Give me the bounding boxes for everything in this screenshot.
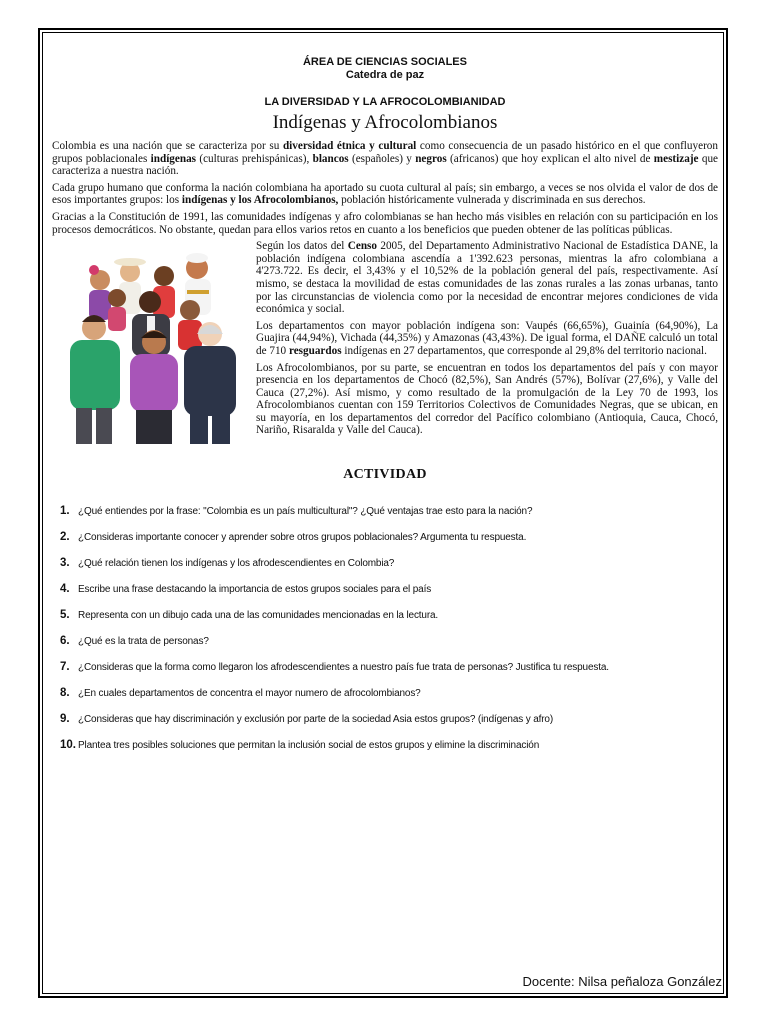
question-item: 5. Representa con un dibujo cada una de las comunidades mencionadas en la lectura.	[60, 609, 439, 622]
worksheet-content	[52, 56, 718, 765]
teacher-signature: Docente: Nilsa peñaloza González	[522, 974, 722, 989]
paragraph-3: Gracias a la Constitución de 1991, las comunidades indígenas y afro colombianas se han hecho más visibles en relación con su participación en los procesos democráticos. No obstante, quedan para ellos varios retos en cuanto a los beneficios que pueden obtener de las políticas públicas.	[52, 210, 718, 236]
diverse-people-illustration	[62, 242, 250, 447]
question-item: 8. ¿En cuales departamentos de concentra el mayor numero de afrocolombianos?	[60, 687, 421, 700]
paragraph-4: Según los datos del Censo 2005, del Departamento Administrativo Nacional de Estadística DANE, la población indígena colombiana ascendía a 1'392.623 personas, mientras la afro colombiana a 4'273.722. Es decir, el 3,43% y el 10,52% de la población general del país, respectivamente. Así mismo, se destaca la movilidad de estas comunidades de las zonas rurales a las zonas urbanas, tanto por las circunstancias de violencia como por la necesidad de encontrar mejores condiciones de vida económica y social.	[256, 240, 718, 316]
question-item: 9. ¿Consideras que hay discriminación y exclusión por parte de la sociedad Asia estos grupos? (indígenas y afro)	[60, 713, 554, 726]
question-item: 3. ¿Qué relación tienen los indígenas y los afrodescendientes en Colombia?	[60, 557, 395, 570]
paragraph-6: Los Afrocolombianos, por su parte, se encuentran en todos los departamentos del país y con mayor presencia en los departamentos de Chocó (82,5%), San Andrés (57%), Bolívar (27,6%), y Valle del Cauca (27,2%). Así mismo, y como resultado de la promulgación de la Ley 70 de 1993, los Afrocolombianos cuentan con 159 Territorios Colectivos de Comunidades Negras, que se ubican, en su mayoría, en los departamentos del corredor del Pacífico colombiano (Antioquia, Cauca, Chocó, Nariño, Risaralda y Valle del Cauca).	[256, 361, 718, 437]
paragraph-2: Cada grupo humano que conforma la nación colombiana ha aportado su cuota cultural al país; sin embargo, a veces se nos olvida el valor de dos de esos importantes grupos: los indígenas y los Afrocolombianos, población históricamente vulnerada y discriminada en sus derechos.	[52, 181, 718, 207]
question-item: 6. ¿Qué es la trata de personas?	[60, 635, 209, 648]
question-item: 2. ¿Consideras importante conocer y aprender sobre otros grupos poblacionales? Argumenta tu respuesta.	[60, 531, 527, 544]
question-item: 1. ¿Qué entiendes por la frase: "Colombia es un país multicultural"? ¿Qué ventajas trae esto para la nación?	[60, 505, 533, 518]
question-item: 10. Plantea tres posibles soluciones que permitan la inclusión social de estos grupos y elimine la discriminación	[60, 739, 540, 752]
topic-heading: LA DIVERSIDAD Y LA AFROCOLOMBIANIDAD	[264, 96, 506, 108]
activity-heading: ACTIVIDAD	[343, 467, 427, 483]
question-item: 4. Escribe una frase destacando la importancia de estos grupos sociales para el país	[60, 583, 432, 596]
subject-heading: Catedra de paz	[345, 69, 425, 81]
paragraph-5: Los departamentos con mayor población indígena son: Vaupés (66,65%), Guainía (64,90%), La Guajira (44,94%), Vichada (44,35%) y Amazonas (43,43%). De igual forma, el DAÑE calculó un total de 710 resguardos indígenas en 27 departamentos, que corresponde al 29,8% del territorio nacional.	[256, 319, 718, 357]
area-heading: ÁREA DE CIENCIAS SOCIALES	[302, 56, 467, 68]
paragraph-1: Colombia es una nación que se caracteriza por su diversidad étnica y cultural como consecuencia de un pasado histórico en el que confluyeron grupos poblacionales indígenas (culturas prehispánicas), blancos (españoles) y negros (africanos) que hoy explican el alto nivel de mestizaje que caracteriza a nuestra nación.	[52, 140, 719, 178]
question-item: 7. ¿Consideras que la forma como llegaron los afrodescendientes a nuestro país fue trata de personas? Justifica tu respuesta.	[60, 661, 609, 674]
question-list	[52, 505, 718, 752]
page-title: Indígenas y Afrocolombianos	[272, 112, 498, 133]
